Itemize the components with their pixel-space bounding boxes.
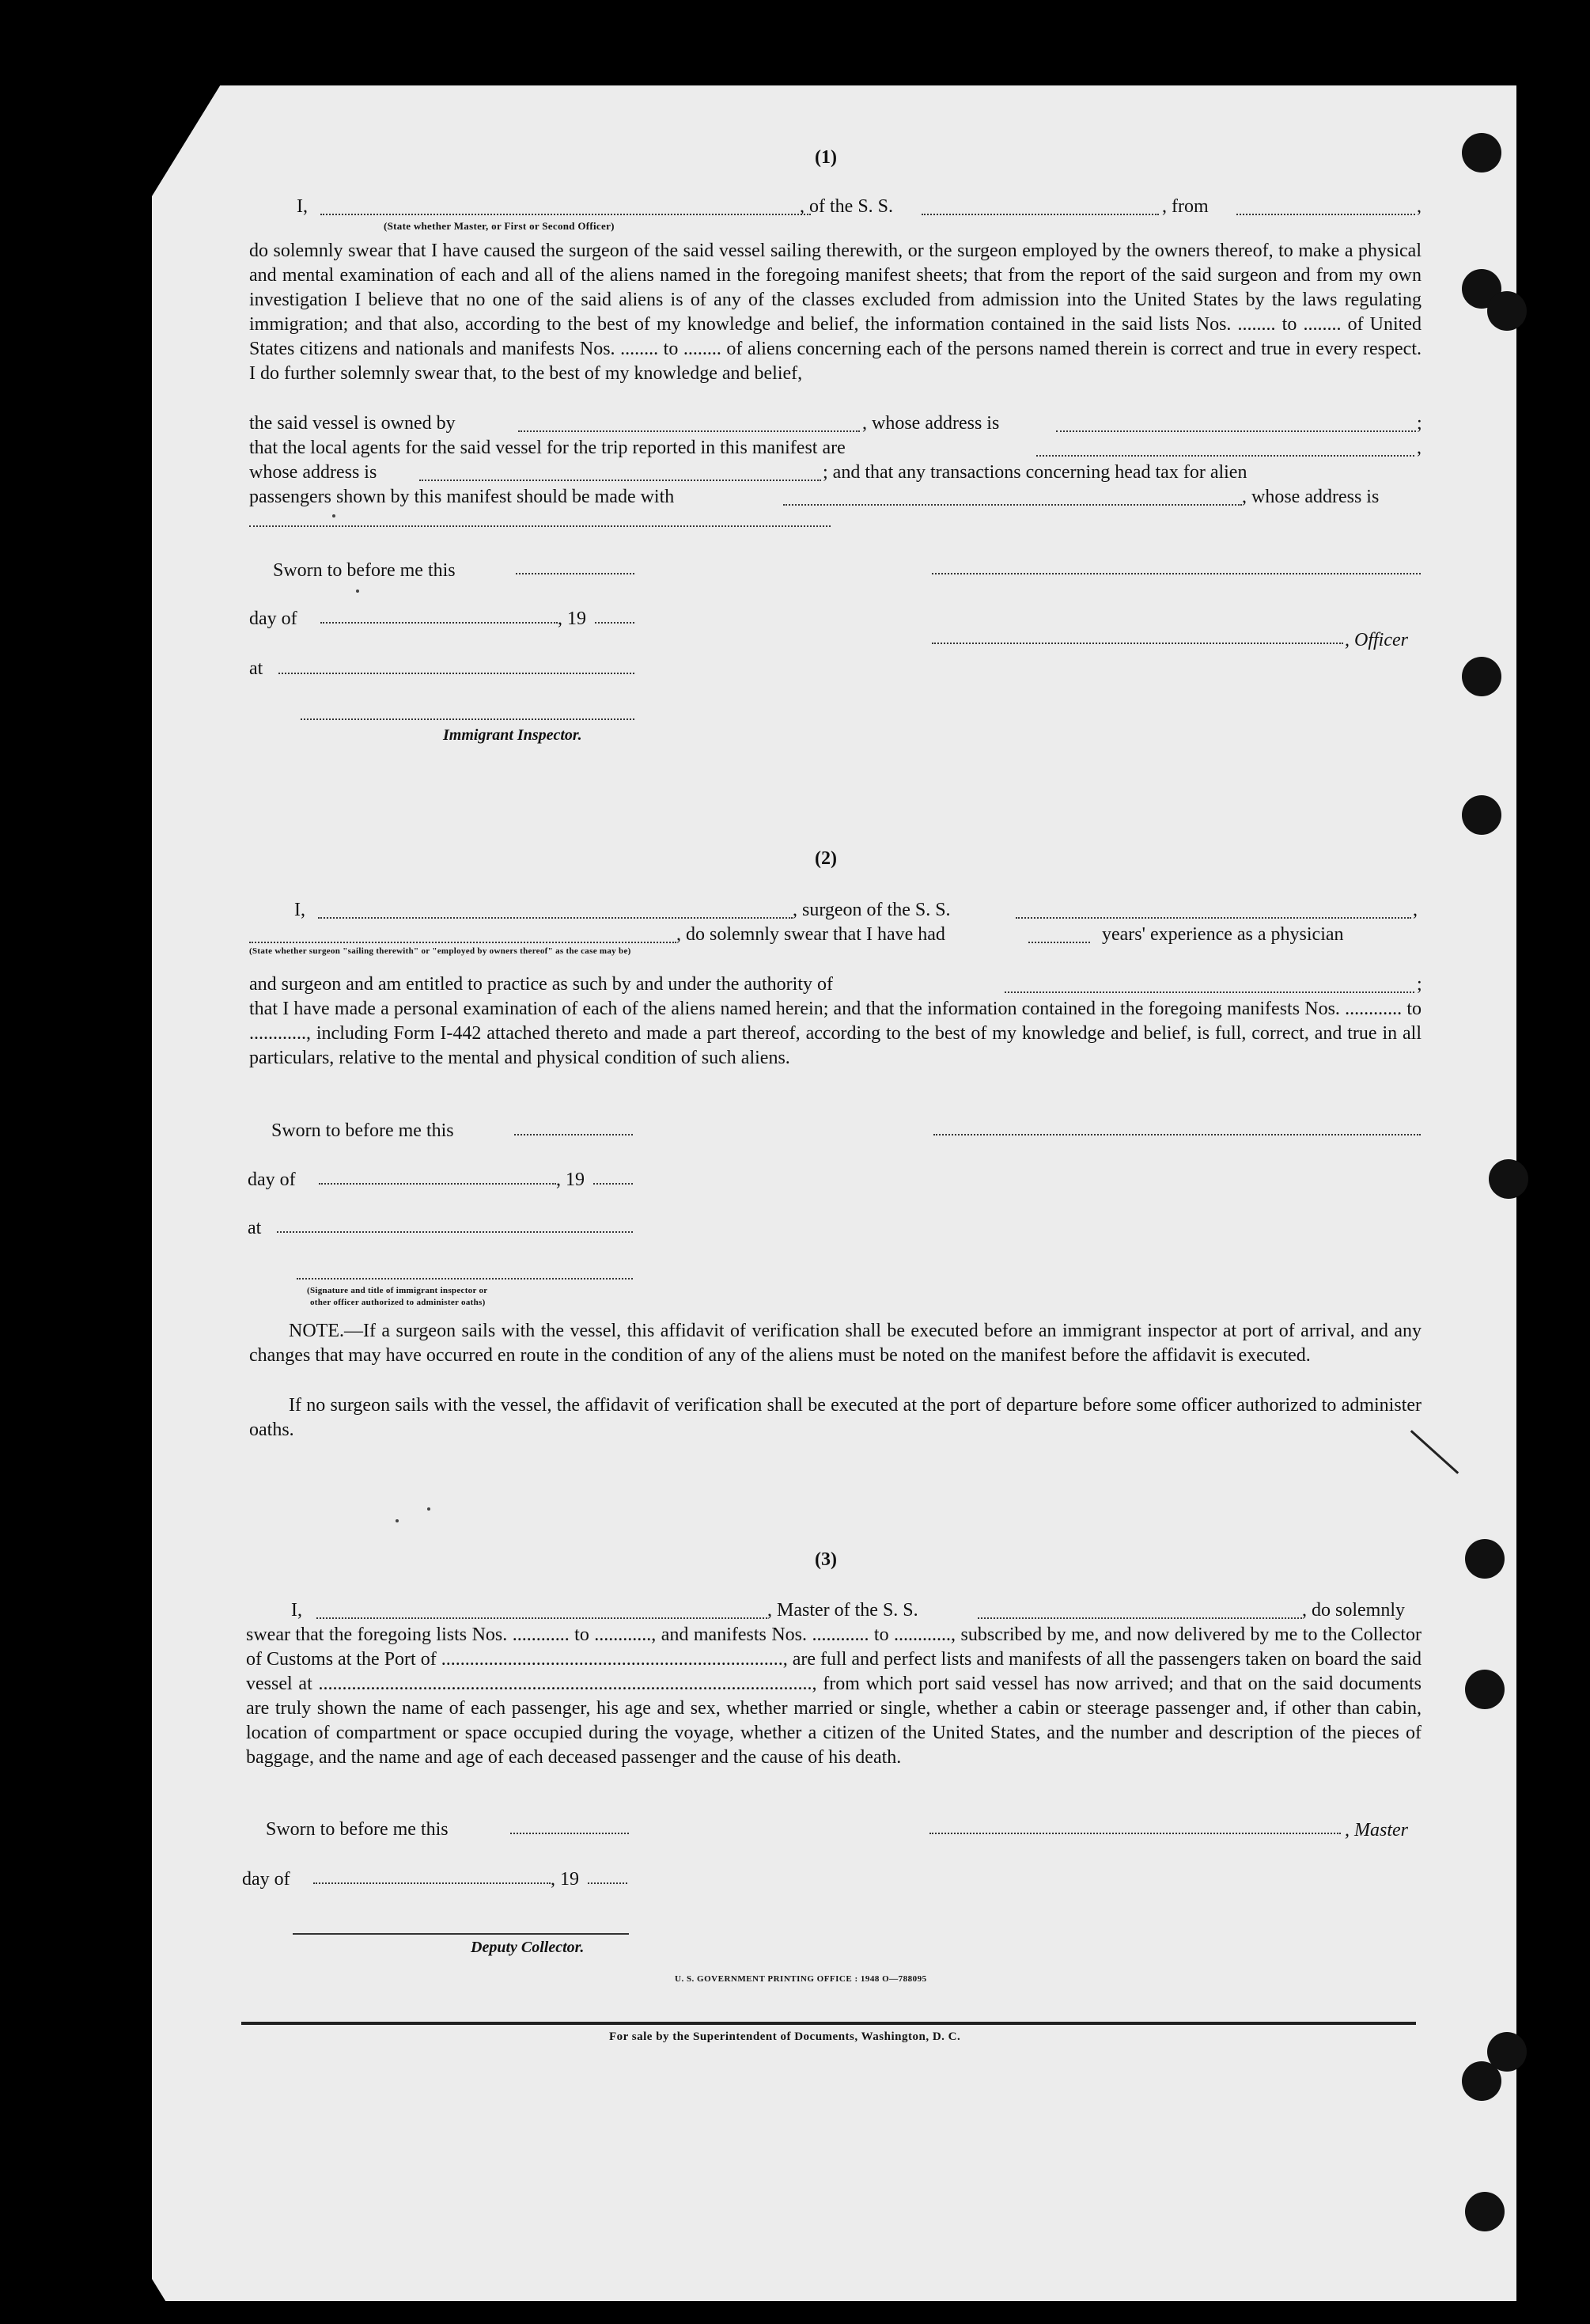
punch-hole bbox=[1465, 2192, 1505, 2231]
s2-year-field[interactable] bbox=[593, 1183, 633, 1185]
section-1-heading: (1) bbox=[815, 147, 837, 168]
s1-19-label: , 19 bbox=[558, 608, 586, 629]
s3-master-label: , Master bbox=[1345, 1820, 1408, 1841]
s1-whose-address-label: , whose address is bbox=[862, 413, 1000, 434]
s2-sig-caption-1: (Signature and title of immigrant inspector or bbox=[307, 1286, 488, 1295]
s2-note-2: If no surgeon sails with the vessel, the affidavit of verification shall be executed at the port of departure before some officer authorized to administer oaths. bbox=[249, 1395, 1422, 1440]
s1-officer-signature-field[interactable] bbox=[932, 573, 1421, 574]
s1-officer-line-field[interactable] bbox=[932, 643, 1343, 644]
smudge bbox=[427, 1507, 430, 1511]
vessel-name-field[interactable] bbox=[922, 198, 1159, 215]
s1-day-of-label: day of bbox=[249, 608, 297, 629]
s1-sworn-date-field[interactable] bbox=[516, 573, 634, 574]
s1-semicolon: ; bbox=[1417, 413, 1422, 434]
s1-inspector-label: Immigrant Inspector. bbox=[443, 726, 582, 744]
s2-vessel-field[interactable] bbox=[1016, 901, 1411, 919]
s1-officer-label: , Officer bbox=[1345, 630, 1408, 650]
s3-master-signature-field[interactable] bbox=[929, 1833, 1341, 1834]
s2-surgeon-signature-field[interactable] bbox=[933, 1134, 1421, 1135]
officer-name-field[interactable] bbox=[320, 198, 811, 215]
s2-i-label: I, bbox=[294, 900, 305, 920]
s2-caption: (State whether surgeon "sailing therewith" or "employed by owners thereof" as the case may be) bbox=[249, 946, 631, 956]
s3-i-label: I, bbox=[291, 1600, 302, 1621]
s1-comma: , bbox=[1417, 196, 1422, 217]
s3-master-of-label: , Master of the S. S. bbox=[767, 1600, 918, 1621]
head-tax-party-field[interactable] bbox=[783, 488, 1242, 506]
s1-whose-address-is-label: whose address is bbox=[249, 462, 377, 483]
s3-paragraph: swear that the foregoing lists Nos. ............ to ............, and manifests Nos. ............ to ............, subscribed by me, and now delivered by me to the Collector of Customs at the Port of ........................................................................, are full and perfect lists and manifests of all the passengers taken on board the said vessel at ........................................................................................................, from which port said vessel has now arrived; and that on the said documents are truly shown the name of each passenger, his age and sex, whether married or single, whether a cabin or steerage passenger and, if other than cabin, location of compartment or space occupied during the voyage, whether a citizen of the United States, and the number and description of the pieces of baggage, and the name and age of each deceased passenger and the cause of his death. bbox=[246, 1625, 1422, 1768]
footer-rule bbox=[241, 2022, 1416, 2025]
s1-day-field[interactable] bbox=[320, 622, 558, 624]
s2-paragraph: that I have made a personal examination of each of the aliens named herein; and that the information contained in the foregoing manifests Nos. ............ to ............, including Form I-442 attached thereto and made a part thereof, according to the best of my knowledge and belief, is full, correct, and true in all particulars, relative to the mental and physical condition of such aliens. bbox=[249, 999, 1422, 1068]
s2-at-field[interactable] bbox=[277, 1231, 633, 1233]
punch-hole bbox=[1489, 1159, 1528, 1199]
owner-field[interactable] bbox=[518, 415, 860, 432]
s3-sworn-date-field[interactable] bbox=[510, 1833, 629, 1834]
s2-inspector-signature-field[interactable] bbox=[297, 1278, 633, 1280]
s2-at-label: at bbox=[248, 1218, 262, 1238]
s2-sworn-date-field[interactable] bbox=[514, 1134, 633, 1135]
s3-sworn-label: Sworn to before me this bbox=[266, 1819, 449, 1840]
s2-semicolon: ; bbox=[1417, 974, 1422, 995]
gpo-imprint: U. S. GOVERNMENT PRINTING OFFICE : 1948 O—788095 bbox=[675, 1974, 927, 1984]
s2-authority-label: and surgeon and am entitled to practice as such by and under the authority of bbox=[249, 974, 833, 995]
s3-19-label: , 19 bbox=[551, 1869, 579, 1890]
s1-at-field[interactable] bbox=[278, 673, 634, 674]
s2-note-1: NOTE.—If a surgeon sails with the vessel, this affidavit of verification shall be executed before an immigrant inspector at port of arrival, and any changes that may have occurred en route in the condition of any of the aliens must be noted on the manifest before the affidavit is executed. bbox=[249, 1321, 1422, 1366]
s2-years-label: years' experience as a physician bbox=[1102, 924, 1344, 945]
s1-owned-by-label: the said vessel is owned by bbox=[249, 413, 456, 434]
smudge bbox=[396, 1519, 399, 1522]
s2-comma: , bbox=[1413, 900, 1418, 920]
smudge bbox=[356, 590, 359, 593]
s3-day-of-label: day of bbox=[242, 1869, 290, 1890]
s1-year-field[interactable] bbox=[595, 622, 634, 624]
s3-do-solemnly-label: , do solemnly bbox=[1302, 1600, 1405, 1621]
smudge bbox=[332, 514, 335, 517]
punch-hole bbox=[1465, 1539, 1505, 1579]
s1-sworn-label: Sworn to before me this bbox=[273, 560, 456, 581]
punch-hole bbox=[1462, 133, 1501, 172]
agents-address-field[interactable] bbox=[419, 464, 821, 481]
s1-agents-comma: , bbox=[1417, 438, 1422, 458]
head-tax-address-field[interactable] bbox=[249, 525, 831, 527]
for-sale-notice: For sale by the Superintendent of Documents, Washington, D. C. bbox=[609, 2030, 961, 2043]
s2-day-of-label: day of bbox=[248, 1170, 296, 1190]
s2-19-label: , 19 bbox=[556, 1170, 585, 1190]
s3-day-field[interactable] bbox=[313, 1882, 551, 1884]
s1-passengers-label: passengers shown by this manifest should be made with bbox=[249, 487, 675, 507]
s2-sig-caption-2: other officer authorized to administer oaths) bbox=[310, 1298, 486, 1307]
s2-sworn-label: Sworn to before me this bbox=[271, 1120, 454, 1141]
authority-field[interactable] bbox=[1005, 976, 1414, 993]
punch-hole bbox=[1465, 1670, 1505, 1709]
agents-field[interactable] bbox=[1036, 439, 1414, 457]
s1-inspector-signature-field[interactable] bbox=[301, 718, 634, 720]
s1-from-label: , from bbox=[1162, 196, 1209, 217]
s1-paragraph: do solemnly swear that I have caused the surgeon of the said vessel sailing therewith, or the surgeon employed by the owners thereof, to make a physical and mental examination of each and all of the aliens named in the foregoing manifest sheets; that from the report of the said surgeon and from my own investigation I believe that no one of the said aliens is of any of the classes excluded from admission into the United States by the laws regulating immigration; and that also, according to the best of my knowledge and belief, the information contained in the said lists Nos. ........ to ........ of United States citizens and nationals and manifests Nos. ........ to ........ of aliens concerning each of the persons named therein is correct and true in every respect. I do further solemnly swear that, to the best of my knowledge and belief, bbox=[249, 241, 1422, 384]
s3-deputy-label: Deputy Collector. bbox=[471, 1939, 585, 1956]
s3-year-field[interactable] bbox=[588, 1882, 627, 1884]
punch-hole bbox=[1462, 657, 1501, 696]
years-experience-field[interactable] bbox=[1028, 926, 1090, 943]
s1-agents-label: that the local agents for the said vessel for the trip reported in this manifest are bbox=[249, 438, 846, 458]
s1-at-label: at bbox=[249, 658, 263, 679]
s3-deputy-signature-field[interactable] bbox=[293, 1933, 629, 1935]
surgeon-name-field[interactable] bbox=[318, 901, 793, 919]
s3-vessel-field[interactable] bbox=[978, 1602, 1302, 1619]
s2-surgeon-of-label: , surgeon of the S. S. bbox=[793, 900, 951, 920]
punch-hole bbox=[1487, 291, 1527, 331]
s1-i-label: I, bbox=[297, 196, 308, 217]
owner-address-field[interactable] bbox=[1056, 415, 1416, 432]
punch-hole bbox=[1462, 795, 1501, 835]
master-name-field[interactable] bbox=[316, 1602, 767, 1619]
s2-swear-label: , do solemnly swear that I have had bbox=[676, 924, 945, 945]
s1-of-ss-label: , of the S. S. bbox=[800, 196, 894, 217]
s1-caption: (State whether Master, or First or Second Officer) bbox=[384, 220, 615, 232]
s1-whose-address-end-label: , whose address is bbox=[1242, 487, 1380, 507]
section-2-heading: (2) bbox=[815, 848, 837, 869]
s2-day-field[interactable] bbox=[319, 1183, 556, 1185]
surgeon-status-field[interactable] bbox=[249, 926, 676, 943]
section-3-heading: (3) bbox=[815, 1549, 837, 1570]
s1-head-tax-label: ; and that any transactions concerning head tax for alien bbox=[823, 462, 1247, 483]
punch-hole bbox=[1487, 2032, 1527, 2072]
from-port-field[interactable] bbox=[1236, 198, 1415, 215]
